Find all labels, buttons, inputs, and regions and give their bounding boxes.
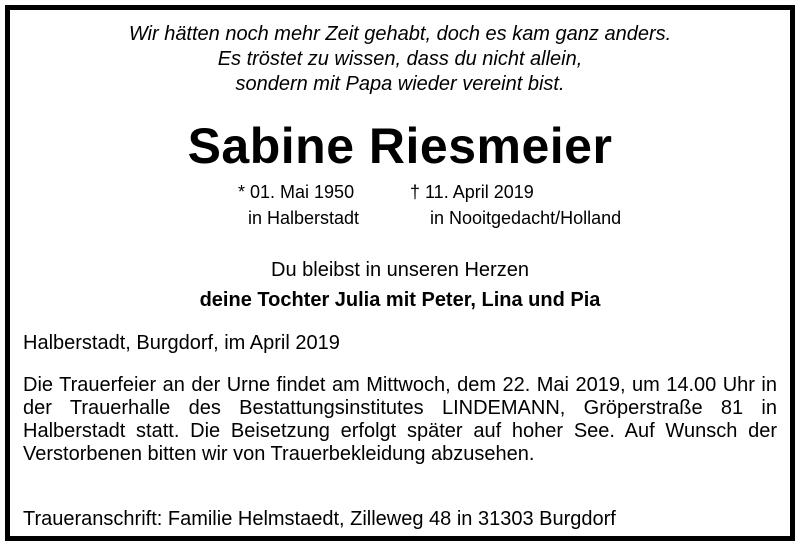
poem-line: Wir hätten noch mehr Zeit gehabt, doch es kam ganz anders. <box>128 23 672 45</box>
deceased-name: Sabine Riesmeier <box>187 118 613 174</box>
poem-line: sondern mit Papa wieder vereint bist. <box>235 73 565 95</box>
ceremony-details: Die Trauerfeier an der Urne findet am Mittwoch, dem 22. Mai 2019, um 14.00 Uhr in der Trauerhalle des Bestattungsinstitutes LINDEMANN, Gröperstraße 81 in Halberstadt statt. Die Beisetzung erfolgt später auf hoher See. Auf Wunsch der Verstorbenen bitten wir von Trauerbekleidung abzusehen. <box>23 374 777 465</box>
birth-place: in Halberstadt <box>248 208 360 228</box>
death-date: † 11. April 2019 <box>410 182 534 202</box>
poem-line: Es tröstet zu wissen, dass du nicht allein, <box>217 48 583 70</box>
place-date: Halberstadt, Burgdorf, im April 2019 <box>23 332 340 354</box>
poem <box>10 22 790 97</box>
mourners-line: deine Tochter Julia mit Peter, Lina und Pia <box>199 289 601 311</box>
remembrance-line: Du bleibst in unseren Herzen <box>271 259 529 281</box>
obituary-notice <box>5 5 795 541</box>
birth-date: * 01. Mai 1950 <box>238 182 355 202</box>
death-place: in Nooitgedacht/Holland <box>430 208 622 228</box>
mourning-address: Traueranschrift: Familie Helmstaedt, Zilleweg 48 in 31303 Burgdorf <box>23 508 616 530</box>
